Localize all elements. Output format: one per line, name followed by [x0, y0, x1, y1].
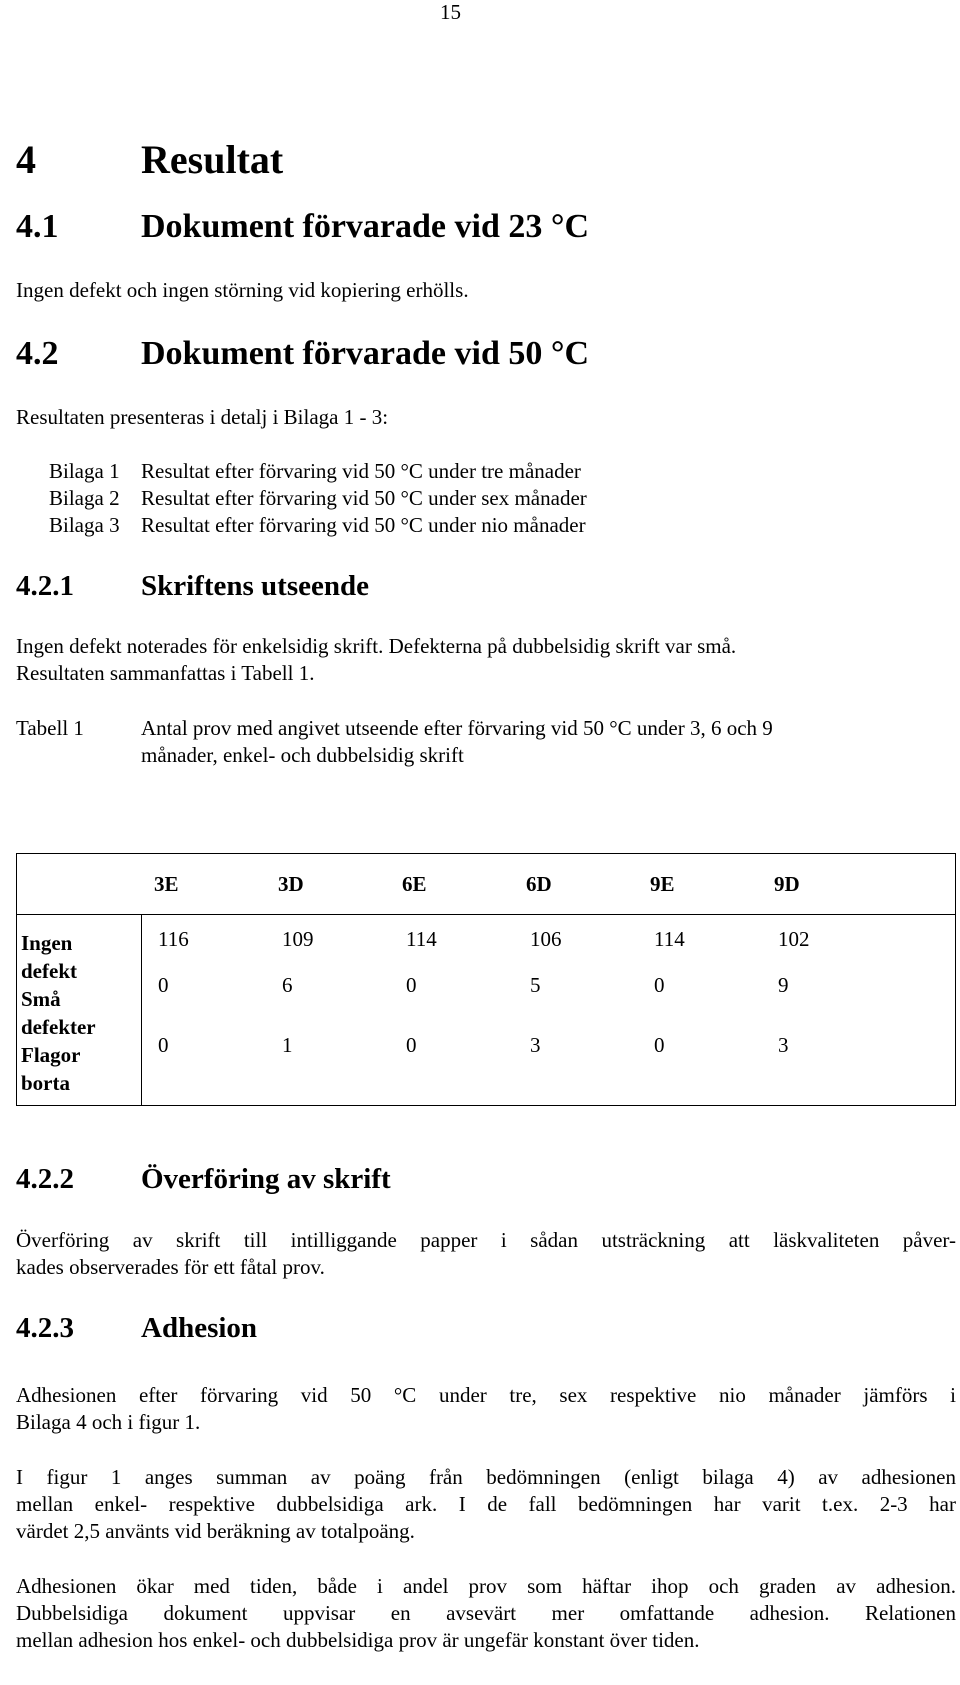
table-cell: 3 — [530, 1033, 541, 1057]
heading-section-4-2-1-number: 4.2.1 — [16, 570, 74, 602]
heading-section-4-2-3-number: 4.2.3 — [16, 1312, 74, 1344]
appendix-text: Resultat efter förvaring vid 50 °C under nio månader — [141, 513, 586, 537]
table-row — [142, 915, 955, 973]
row-label-line: defekt — [21, 959, 77, 983]
section-4-2-2-body-line: kades observerades för ett fåtal prov. — [16, 1255, 325, 1279]
table-cell: 9 — [778, 973, 789, 997]
table-cell: 0 — [654, 973, 665, 997]
heading-section-4-2-number: 4.2 — [16, 335, 59, 372]
section-4-1-body: Ingen defekt och ingen störning vid kopiering erhölls. — [16, 278, 469, 302]
table-cell: 0 — [158, 1033, 169, 1057]
table-caption-line: Antal prov med angivet utseende efter förvaring vid 50 °C under 3, 6 och 9 — [141, 716, 773, 740]
table-cell: 114 — [406, 927, 437, 951]
appendix-text: Resultat efter förvaring vid 50 °C under tre månader — [141, 459, 581, 483]
heading-section-4-1-title: Dokument förvarade vid 23 °C — [141, 208, 590, 245]
table-cell: 5 — [530, 973, 541, 997]
page-number: 15 — [440, 0, 461, 24]
row-label-line: Små — [21, 987, 61, 1011]
table-cell: 0 — [406, 973, 417, 997]
section-4-2-3-paragraph-line: Bilaga 4 och i figur 1. — [16, 1410, 201, 1434]
row-labels-cell — [17, 915, 142, 1106]
heading-section-4-number: 4 — [16, 137, 36, 182]
section-4-2-3-paragraph-line: Adhesionen ökar med tiden, både i andel prov som häftar ihop och graden av adhesion. — [16, 1574, 956, 1598]
row-label-line: Flagor — [21, 1043, 81, 1067]
table-cell: 109 — [282, 927, 314, 951]
appendix-label: Bilaga 3 — [49, 513, 120, 537]
table-cell: 0 — [406, 1033, 417, 1057]
row-label-line: Ingen — [21, 931, 73, 955]
heading-section-4-2-1-title: Skriftens utseende — [141, 570, 369, 602]
heading-section-4-2-2-number: 4.2.2 — [16, 1163, 74, 1195]
appendix-label: Bilaga 1 — [49, 459, 120, 483]
section-4-2-3-paragraph-line: Dubbelsidiga dokument uppvisar en avsevärt mer omfattande adhesion. Relationen — [16, 1601, 956, 1625]
column-header: 6D — [526, 872, 552, 896]
column-header: 3E — [154, 872, 179, 896]
table-cell: 106 — [530, 927, 562, 951]
section-4-2-1-body-line: Resultaten sammanfattas i Tabell 1. — [16, 661, 315, 685]
column-header: 9D — [774, 872, 800, 896]
section-4-2-3-paragraph-line: mellan adhesion hos enkel- och dubbelsidiga prov är ungefär konstant över tiden. — [16, 1628, 700, 1652]
heading-section-4-2-2-title: Överföring av skrift — [141, 1163, 391, 1195]
table-caption-line: månader, enkel- och dubbelsidig skrift — [141, 743, 464, 767]
table-cell: 116 — [158, 927, 189, 951]
table-body-row — [17, 915, 956, 1106]
appendix-label: Bilaga 2 — [49, 486, 120, 510]
table-header-cell — [17, 854, 956, 915]
section-4-2-3-paragraph-line: mellan enkel- respektive dubbelsidiga ark. I de fall bedömningen har varit t.ex. 2-3 har — [16, 1492, 956, 1516]
table-label: Tabell 1 — [16, 716, 84, 740]
table-cell: 6 — [282, 973, 293, 997]
section-4-2-2-body-line: Överföring av skrift till intilliggande papper i sådan utsträckning att läskvaliteten påver- — [16, 1228, 956, 1252]
table-cell: 114 — [654, 927, 685, 951]
row-label-line: borta — [21, 1071, 70, 1095]
table-cell: 0 — [158, 973, 169, 997]
appendix-text: Resultat efter förvaring vid 50 °C under sex månader — [141, 486, 587, 510]
values-cell — [142, 915, 956, 1106]
section-4-2-1-body-line: Ingen defekt noterades för enkelsidig skrift. Defekterna på dubbelsidig skrift var små. — [16, 634, 737, 658]
heading-section-4-1-number: 4.1 — [16, 208, 59, 245]
row-label-line: defekter — [21, 1015, 96, 1039]
section-4-2-3-paragraph-line: värdet 2,5 använts vid beräkning av totalpoäng. — [16, 1519, 415, 1543]
heading-section-4-2-3-title: Adhesion — [141, 1312, 258, 1344]
section-4-2-3-paragraph-line: I figur 1 anges summan av poäng från bedömningen (enligt bilaga 4) av adhesionen — [16, 1465, 956, 1489]
heading-section-4-title: Resultat — [141, 137, 284, 182]
table-row — [142, 973, 955, 1033]
section-4-2-3-paragraph-line: Adhesionen efter förvaring vid 50 °C under tre, sex respektive nio månader jämförs i — [16, 1383, 956, 1407]
section-4-2-intro: Resultaten presenteras i detalj i Bilaga 1 - 3: — [16, 405, 389, 429]
table-row — [142, 1033, 955, 1093]
column-header: 6E — [402, 872, 427, 896]
table-header-row — [17, 854, 956, 915]
column-header: 3D — [278, 872, 304, 896]
table-cell: 1 — [282, 1033, 293, 1057]
table-cell: 0 — [654, 1033, 665, 1057]
table-cell: 3 — [778, 1033, 789, 1057]
heading-section-4-2-title: Dokument förvarade vid 50 °C — [141, 335, 590, 372]
column-header: 9E — [650, 872, 675, 896]
results-table — [16, 853, 956, 1106]
table-cell: 102 — [778, 927, 810, 951]
